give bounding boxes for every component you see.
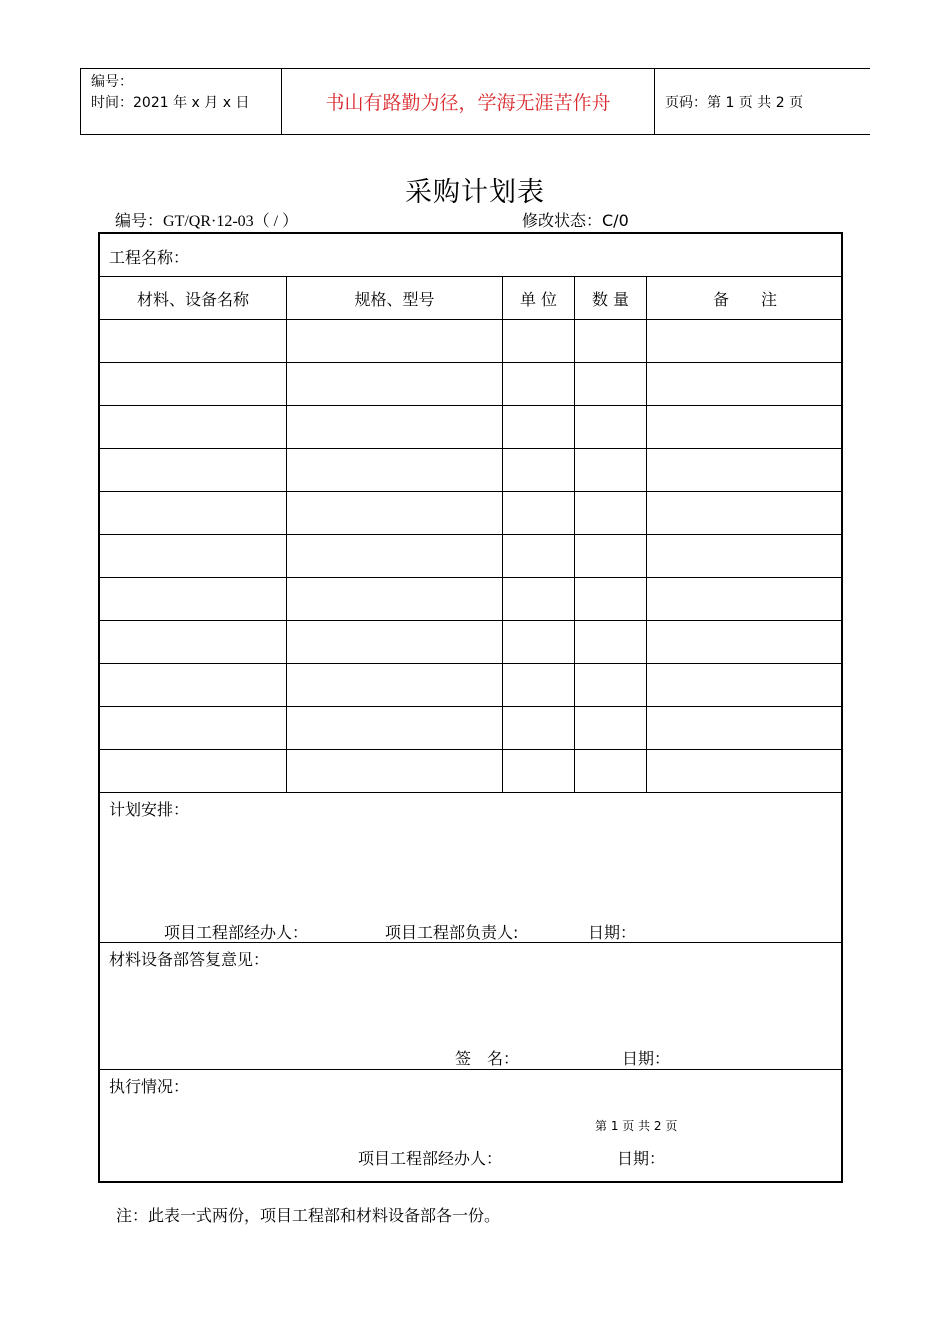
execution-label: 执行情况： (109, 1077, 190, 1096)
column-divider (646, 277, 647, 793)
plan-handler-label: 项目工程部经办人： (164, 923, 309, 942)
table-row (100, 750, 841, 793)
table-header-row (100, 277, 841, 320)
doc-number-label: 编号： (115, 211, 164, 230)
page-title: 采购计划表 (405, 177, 545, 208)
doc-number (115, 208, 298, 231)
execution-handler-label: 项目工程部经办人： (358, 1149, 503, 1168)
table-row (100, 664, 841, 707)
table-row (100, 707, 841, 750)
header-number-label: 编号： (91, 74, 133, 90)
col-header-spec: 规格、型号 (354, 289, 435, 309)
plan-date-label: 日期： (588, 923, 637, 942)
execution-date-label: 日期： (617, 1149, 666, 1168)
table-row (100, 363, 841, 406)
table-row (100, 492, 841, 535)
header-time: 时间：2021 年 x 月 x 日 (91, 95, 250, 111)
execution-section (100, 1070, 841, 1181)
execution-page-info: 第 1 页 共 2 页 (595, 1119, 678, 1133)
column-divider (574, 277, 575, 793)
purchase-plan-form (98, 232, 843, 1183)
table-row (100, 578, 841, 621)
revision-status: 修改状态：C/0 (522, 211, 629, 230)
col-header-remarks: 备 注 (712, 289, 777, 309)
document-header (80, 68, 870, 135)
table-row (100, 621, 841, 664)
header-motto: 书山有路勤为径，学海无涯苦作舟 (282, 69, 655, 134)
doc-number-code: GT/QR·12-03（ / ） (163, 213, 299, 230)
plan-manager-label: 项目工程部负责人: (385, 923, 519, 942)
header-info-cell (81, 69, 282, 134)
header-page-info: 页码：第 1 页 共 2 页 (665, 94, 804, 111)
col-header-unit: 单 位 (519, 289, 558, 309)
column-divider (286, 277, 287, 793)
table-row (100, 449, 841, 492)
col-header-quantity: 数 量 (591, 289, 630, 309)
project-name-row (100, 234, 841, 277)
col-header-material: 材料、设备名称 (136, 289, 249, 309)
reply-section (100, 943, 841, 1070)
plan-label: 计划安排： (109, 800, 190, 819)
table-row (100, 406, 841, 449)
reply-date-label: 日期： (622, 1049, 671, 1068)
reply-sign-label: 签 名： (455, 1049, 520, 1068)
column-divider (502, 277, 503, 793)
table-row (100, 535, 841, 578)
plan-section (100, 793, 841, 943)
reply-label: 材料设备部答复意见： (109, 950, 270, 969)
table-row (100, 320, 841, 363)
project-name-label: 工程名称： (109, 248, 190, 267)
footer-note: 注：此表一式两份，项目工程部和材料设备部各一份。 (116, 1206, 501, 1225)
